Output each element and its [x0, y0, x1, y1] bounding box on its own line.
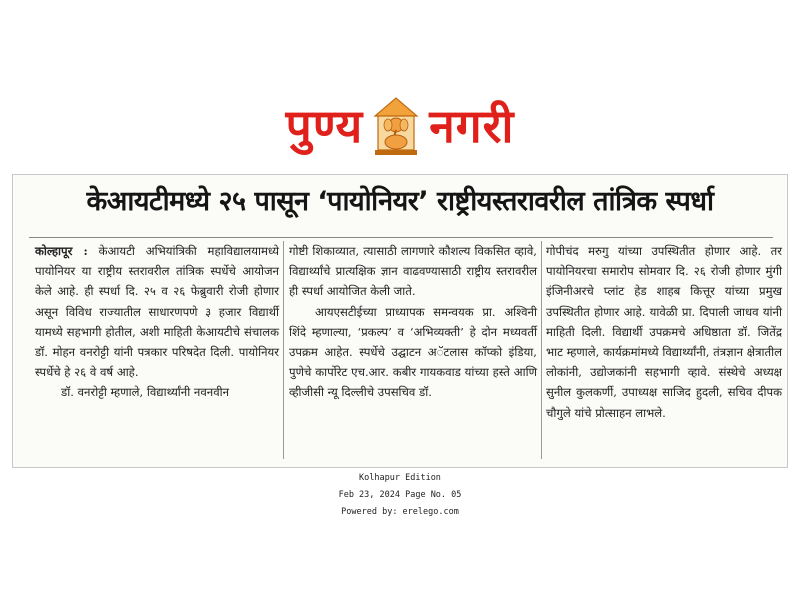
article-column-2 [289, 241, 537, 403]
column-1-text-2: डॉ. वनरोट्टी म्हणाले, विद्यार्थ्यांनी नवनवीन [61, 385, 230, 400]
column-2-text-1: गोष्टी शिकाव्यात, त्यासाठी लागणारे कौशल्य विकसित व्हावे, विद्यार्थ्यांचे प्रात्यक्षिक ज्ञान वाढवण्यासाठी राष्ट्रीय स्तरावरील ही स्पर्धा आयोजित केली जाते. [289, 244, 537, 299]
edition-label: Kolhapur Edition [359, 473, 441, 483]
powered-by-label: Powered by: erelego.com [341, 507, 459, 517]
masthead-left-word: पुण्य [285, 99, 364, 153]
column-2-text-2: आयएसटीईच्या प्राध्यापक समन्वयक प्रा. अश्विनी शिंदे म्हणाल्या, ‘प्रकल्प’ व ‘अभिव्यक्ती’ हे दोन मध्यवर्ती उपक्रम आहेत. स्पर्धेचे उद्घाटन अॅटलास कॉप्को इंडिया, पुणेचे कार्पोरेट एच.आर. कबीर गायकवाड यांच्या हस्ते आणि व्हीजीसी न्यू दिल्लीचे उपसचिव डॉ. [289, 304, 537, 400]
masthead [0, 86, 800, 166]
article-dateline: कोल्हापूर : [35, 244, 88, 258]
article-headline: केआयटीमध्ये २५ पासून ‘पायोनियर’ राष्ट्रीयस्तरावरील तांत्रिक स्पर्धा [86, 186, 714, 217]
article-column-3 [546, 241, 782, 423]
masthead-right-word: नगरी [429, 99, 515, 153]
ganesha-idol-icon [369, 94, 423, 158]
article-paragraph [35, 241, 279, 382]
headline-divider [29, 237, 773, 238]
article-column-1 [35, 241, 279, 403]
column-1-text-1: केआयटी अभियांत्रिकी महाविद्यालयामध्ये पायोनियर या राष्ट्रीय स्तरावरील तांत्रिक स्पर्धेचे आयोजन केले आहे. ही स्पर्धा दि. २५ व २६ फेब्रुवारी रोजी होणार असून विविध राज्यातील साधारणपणे ३ हजार विद्यार्थी यामध्ये सहभागी होतील, अशी माहिती केआयटीचे संचालक डॉ. मोहन वनरोट्टी यांनी पत्रकार परिषदेत दिली. पायोनियर स्पर्धेचे हे २६ वे वर्ष आहे. [35, 244, 279, 380]
column-3-text-1: गोपीचंद मरुगु यांच्या उपस्थितीत होणार आहे. तर पायोनियरचा समारोप सोमवार दि. २६ रोजी होणार मुंगी इंजिनीअरचे प्लांट हेड शाहब कित्तूर यांच्या प्रमुख उपस्थितीत होणार आहे. यावेळी प्रा. दिपाली जाधव यांनी माहिती दिली. विद्यार्थी उपक्रमचे अधिष्ठाता डॉ. जितेंद्र भाट म्हणाले, कार्यक्रमांमध्ये विद्यार्थ्यांनी, तंत्रज्ञान क्षेत्रातील लोकांनी, उद्योजकांनी सहभागी व्हावे. संस्थेचे अध्यक्ष सुनील कुलकर्णी, उपाध्यक्ष साजिद हुदली, सचिव दीपक चौगुले यांचे प्रोत्साहन लाभले. [546, 244, 782, 420]
newspaper-clipping [12, 174, 788, 468]
column-divider [541, 241, 542, 459]
date-page-label: Feb 23, 2024 Page No. 05 [338, 490, 462, 500]
column-divider [283, 241, 284, 459]
